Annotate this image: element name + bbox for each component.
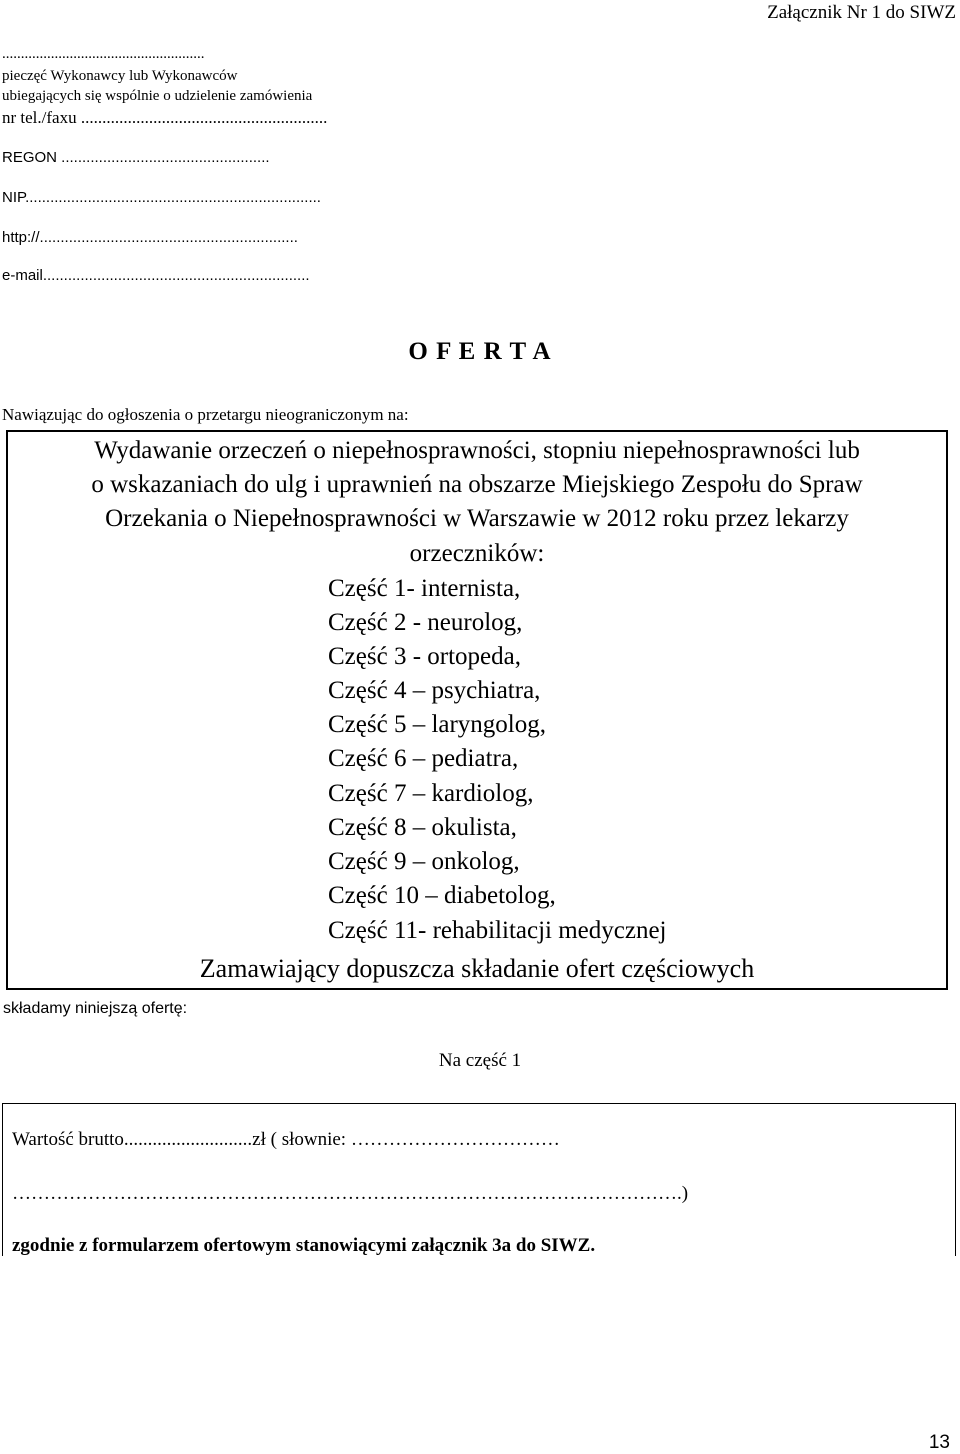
part-item: Część 9 – onkolog, xyxy=(328,848,520,875)
subject-line: Wydawanie orzeczeń o niepełnosprawności, stopniu niepełnosprawności lub xyxy=(94,437,860,464)
part-item: Część 2 - neurolog, xyxy=(328,609,523,636)
document-title: O F E R T A xyxy=(408,338,552,365)
subject-box xyxy=(6,430,948,990)
value-box xyxy=(2,1103,956,1256)
part-item: Część 10 – diabetolog, xyxy=(328,882,556,909)
form-reference-note: zgodnie z formularzem ofertowym stanowiącymi załącznik 3a do SIWZ. xyxy=(12,1235,596,1256)
part-item: Część 3 - ortopeda, xyxy=(328,643,521,670)
email-field: e-mail................................................................ xyxy=(2,267,310,284)
part-item: Część 5 – laryngolog, xyxy=(328,711,547,738)
subject-line: Orzekania o Niepełnosprawności w Warszawie w 2012 roku przez lekarzy xyxy=(105,505,849,532)
stamp-label-line2: ubiegających się wspólnie o udzielenie zamówienia xyxy=(2,88,313,104)
part-item: Część 6 – pediatra, xyxy=(328,745,519,772)
stamp-label-line1: pieczęć Wykonawcy lub Wykonawców xyxy=(2,68,238,84)
stamp-dots: ...................................................... xyxy=(2,46,205,62)
http-field: http://.............................................................. xyxy=(2,229,298,246)
part-item: Część 4 – psychiatra, xyxy=(328,677,541,704)
phone-field: nr tel./faxu .......................................................... xyxy=(2,108,328,127)
gross-value-field: Wartość brutto...........................zł ( słownie: …………………………… xyxy=(12,1129,560,1150)
intro-text: Nawiązując do ogłoszenia o przetargu nieograniczonym na: xyxy=(2,405,409,424)
nip-field: NIP....................................................................... xyxy=(2,189,321,206)
annex-label: Załącznik Nr 1 do SIWZ xyxy=(767,2,956,23)
part-item: Część 11- rehabilitacji medycznej xyxy=(328,917,667,944)
subject-line: o wskazaniach do ulg i uprawnień na obszarze Miejskiego Zespołu do Spraw xyxy=(91,471,863,498)
part-item: Część 8 – okulista, xyxy=(328,814,517,841)
part-heading: Na część 1 xyxy=(438,1050,522,1071)
page-number: 13 xyxy=(928,1432,950,1453)
part-item: Część 7 – kardiolog, xyxy=(328,780,534,807)
subject-line: orzeczników: xyxy=(409,540,545,567)
partial-offers-note: Zamawiający dopuszcza składanie ofert częściowych xyxy=(199,954,755,983)
part-item: Część 1- internista, xyxy=(328,575,521,602)
offer-label: składamy niniejszą ofertę: xyxy=(3,1000,188,1017)
value-in-words-field: …………………………………………………………………………………………….) xyxy=(12,1183,689,1204)
regon-field: REGON .................................................. xyxy=(2,149,270,166)
